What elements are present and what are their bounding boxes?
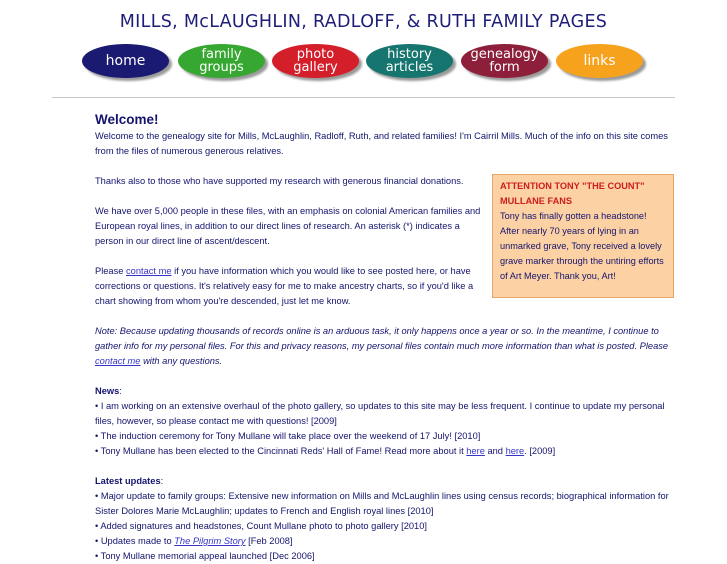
attention-body: Tony has finally gotten a headstone! After nearly 70 years of lying in an unmarked grave, Tony received a lovely grave marker through the untiring efforts of Art Meyer. Thank you, Art!	[500, 211, 664, 281]
note-text-after: with any questions.	[140, 356, 223, 366]
news-item3-and: and	[484, 446, 506, 456]
news-item: • I am working on an extensive overhaul of the photo gallery, so updates to this site may be less frequent. I continue to update my personal files, however, so please contact me with questions! [2009]	[95, 401, 665, 426]
attention-box	[492, 174, 674, 298]
updates-heading-colon: :	[160, 476, 164, 486]
note-paragraph	[95, 324, 669, 369]
contact-me-link[interactable]: contact me	[126, 266, 172, 276]
updates-heading	[95, 474, 669, 489]
news-heading-colon: :	[119, 386, 122, 396]
nav-history-articles-button[interactable]	[366, 44, 453, 78]
nav-history-articles-label-line1: history	[387, 47, 432, 62]
nav-family-groups-label-line1: family	[201, 47, 242, 62]
people-text: We have over 5,000 people in these files, with an emphasis on colonial American families and European royal lines, in addition to our direct lines of research. An asterisk (*) indicates a person in our direct line of ascent/descent.	[95, 206, 481, 246]
news-here-link-1[interactable]: here	[466, 446, 485, 456]
contact-text-before: Please	[95, 266, 127, 276]
news-item	[95, 444, 669, 459]
nav-family-groups-button[interactable]	[178, 44, 265, 78]
nav-links-button[interactable]	[556, 44, 643, 78]
news-item: • The induction ceremony for Tony Mullane will take place over the weekend of 17 July! [2010]	[95, 431, 481, 441]
update-item3-after: [Feb 2008]	[245, 536, 293, 546]
news-heading-label: News	[95, 386, 120, 396]
nav-photo-gallery-label-line2: gallery	[293, 60, 338, 75]
note-text-before: Note: Because updating thousands of records online is an arduous task, it only happens once a year or so. In the meantime, I continue to gather info for my personal files. For this and privacy reasons, my personal files contain much more information than what is posted. Please	[95, 326, 669, 351]
nav-family-groups-label-line2: groups	[199, 60, 244, 75]
update-item: • Tony Mullane memorial appeal launched [Dec 2006]	[95, 551, 315, 561]
header-divider	[52, 97, 675, 98]
site-title: MILLS, McLAUGHLIN, RADLOFF, & RUTH FAMILY PAGES	[119, 12, 608, 32]
nav-home-label: home	[105, 52, 146, 69]
update-item: • Added signatures and headstones, Count Mullane photo to photo gallery [2010]	[95, 521, 427, 531]
nav-home-button[interactable]	[82, 44, 169, 78]
welcome-intro: Welcome to the genealogy site for Mills, McLaughlin, Radloff, Ruth, and related families! I'm Cairril Mills. Much of the info on this site comes from the files of numerous generous relatives.	[95, 131, 668, 156]
update-item: • Major update to family groups: Extensive new information on Mills and McLaughlin lines using census records; biographical information for Sister Dolores Marie McLaughlin; updates to French and English royal lines [2010]	[95, 491, 669, 516]
news-item3-before: • Tony Mullane has been elected to the Cincinnati Reds' Hall of Fame! Read more about it	[95, 446, 467, 456]
note-contact-me-link[interactable]: contact me	[95, 356, 141, 366]
news-here-link-2[interactable]: here	[505, 446, 525, 456]
attention-title: ATTENTION TONY "THE COUNT" MULLANE FANS	[500, 181, 645, 206]
nav-history-articles-label-line2: articles	[385, 60, 434, 75]
news-heading	[95, 384, 669, 399]
update-item3-before: • Updates made to	[95, 536, 175, 546]
welcome-heading: Welcome!	[95, 112, 159, 127]
news-item3-after: . [2009]	[524, 446, 556, 456]
nav-genealogy-form-label-line2: form	[489, 60, 520, 75]
nav-photo-gallery-label-line1: photo	[296, 47, 335, 62]
nav-genealogy-form-label-line1: genealogy	[470, 47, 539, 62]
pilgrim-story-link[interactable]: The Pilgrim Story	[174, 536, 246, 546]
nav-links-label: links	[583, 52, 616, 69]
update-item	[95, 534, 669, 549]
updates-heading-label: Latest updates	[95, 476, 161, 486]
nav-photo-gallery-button[interactable]	[272, 44, 359, 78]
thanks-text: Thanks also to those who have supported my research with generous financial donations.	[95, 176, 464, 186]
contact-text-after: if you have information which you would like to see posted here, or have corrections or questions. It's relatively easy for me to make ancestry charts, so if you'd like a chart showing from whom you're descended, just let me know.	[95, 266, 474, 306]
nav-genealogy-form-button[interactable]	[461, 44, 548, 78]
contact-paragraph	[95, 264, 487, 309]
